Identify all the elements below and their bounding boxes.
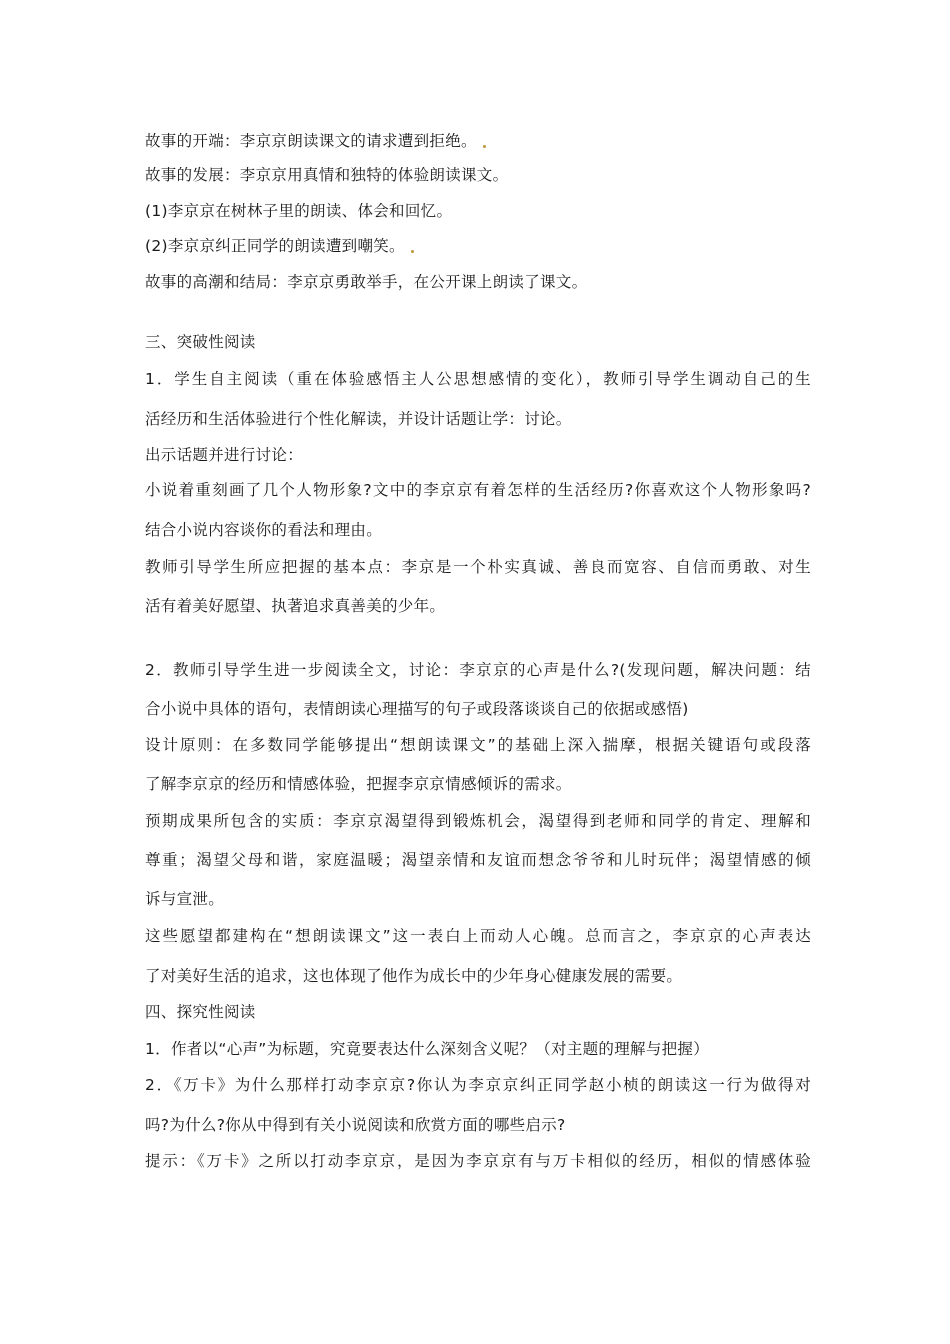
text-line bbox=[145, 236, 811, 256]
text-line: 1．作者以“心声”为标题，究竟要表达什么深刻含义呢？（对主题的理解与把握） bbox=[145, 1040, 710, 1058]
text-line: 尊重；渴望父母和谐，家庭温暖；渴望亲情和友谊而想念爷爷和儿时玩伴；渴望情感的倾 bbox=[145, 851, 811, 869]
text-line: 吗?为什么?你从中得到有关小说阅读和欣赏方面的哪些启示? bbox=[145, 1116, 566, 1134]
line-text: (2)李京京纠正同学的朗读遭到嘲笑。 bbox=[145, 237, 405, 255]
mark-dot bbox=[411, 250, 414, 253]
section-heading: 三、突破性阅读 bbox=[145, 333, 256, 351]
text-line: 提示：《万卡》之所以打动李京京，是因为李京京有与万卡相似的经历，相似的情感体验 bbox=[145, 1152, 811, 1170]
text-line: 活有着美好愿望、执著追求真善美的少年。 bbox=[145, 597, 446, 615]
mark-dot bbox=[483, 145, 486, 148]
text-line: 设计原则：在多数同学能够提出“想朗读课文”的基础上深入揣摩，根据关键语句或段落 bbox=[145, 736, 811, 754]
text-line: 合小说中具体的语句，表情朗读心理描写的句子或段落谈谈自己的依据或感悟) bbox=[145, 700, 689, 718]
text-line: 小说着重刻画了几个人物形象?文中的李京京有着怎样的生活经历?你喜欢这个人物形象吗? bbox=[145, 481, 811, 499]
text-line: 这些愿望都建构在“想朗读课文”这一表白上而动人心魄。总而言之，李京京的心声表达 bbox=[145, 927, 811, 945]
text-line: 诉与宣泄。 bbox=[145, 890, 225, 908]
text-line: 结合小说内容谈你的看法和理由。 bbox=[145, 521, 383, 539]
text-line bbox=[145, 131, 811, 151]
text-line: 故事的发展：李京京用真情和独特的体验朗读课文。 bbox=[145, 166, 509, 184]
text-line: 教师引导学生所应把握的基本点：李京是一个朴实真诚、善良而宽容、自信而勇敢、对生 bbox=[145, 558, 811, 576]
text-line: 活经历和生活体验进行个性化解读，并设计话题让学：讨论。 bbox=[145, 410, 572, 428]
text-line: 2．《万卡》为什么那样打动李京京?你认为李京京纠正同学赵小桢的朗读这一行为做得对 bbox=[145, 1076, 811, 1094]
text-line: 1．学生自主阅读（重在体验感悟主人公思想感情的变化），教师引导学生调动自己的生 bbox=[145, 370, 811, 388]
text-line: 出示话题并进行讨论： bbox=[145, 446, 304, 464]
text-line: 2．教师引导学生进一步阅读全文，讨论：李京京的心声是什么?(发现问题，解决问题：结 bbox=[145, 661, 811, 679]
text-line: (1)李京京在树林子里的朗读、体会和回忆。 bbox=[145, 202, 453, 220]
line-text: 故事的开端：李京京朗读课文的请求遭到拒绝。 bbox=[145, 132, 477, 150]
section-heading: 四、探究性阅读 bbox=[145, 1003, 256, 1021]
text-line: 故事的高潮和结局：李京京勇敢举手，在公开课上朗读了课文。 bbox=[145, 273, 588, 291]
text-line: 了对美好生活的追求，这也体现了他作为成长中的少年身心健康发展的需要。 bbox=[145, 967, 683, 985]
text-line: 了解李京京的经历和情感体验，把握李京京情感倾诉的需求。 bbox=[145, 775, 572, 793]
text-line: 预期成果所包含的实质：李京京渴望得到锻炼机会，渴望得到老师和同学的肯定、理解和 bbox=[145, 812, 811, 830]
